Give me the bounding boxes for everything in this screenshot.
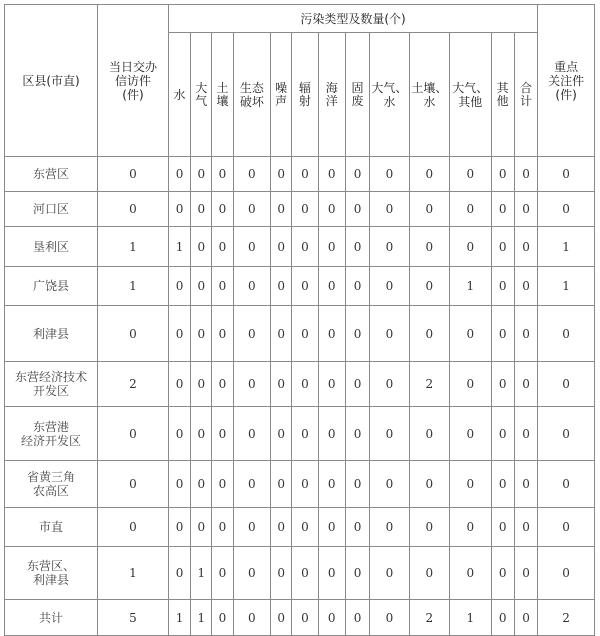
pollution-count-cell: 0 bbox=[345, 192, 369, 227]
pollution-count-cell: 0 bbox=[318, 157, 345, 192]
pollution-type-header: 水 bbox=[168, 33, 190, 157]
table-row bbox=[5, 461, 595, 508]
pollution-count-cell: 0 bbox=[491, 157, 514, 192]
pollution-count-cell: 0 bbox=[233, 461, 270, 508]
pollution-count-cell: 0 bbox=[212, 227, 233, 267]
key-cases-value: 1 bbox=[538, 267, 595, 306]
pollution-count-cell: 0 bbox=[271, 407, 292, 461]
pollution-count-cell: 2 bbox=[409, 362, 449, 407]
pollution-count-cell: 0 bbox=[514, 306, 537, 362]
pollution-count-cell: 0 bbox=[292, 407, 318, 461]
pollution-count-cell: 0 bbox=[233, 306, 270, 362]
pollution-count-cell: 0 bbox=[212, 157, 233, 192]
pollution-type-header: 其 他 bbox=[491, 33, 514, 157]
region-name: 东营经济技术 开发区 bbox=[5, 362, 98, 407]
pollution-count-cell: 0 bbox=[409, 157, 449, 192]
pollution-count-cell: 0 bbox=[345, 306, 369, 362]
daily-cases-value: 2 bbox=[98, 362, 169, 407]
pollution-count-cell: 0 bbox=[450, 306, 491, 362]
pollution-count-cell: 0 bbox=[168, 306, 190, 362]
pollution-count-cell: 0 bbox=[271, 306, 292, 362]
pollution-count-cell: 0 bbox=[370, 306, 409, 362]
pollution-count-cell: 0 bbox=[292, 600, 318, 636]
pollution-count-cell: 0 bbox=[212, 547, 233, 600]
region-name: 省黄三角 农高区 bbox=[5, 461, 98, 508]
pollution-count-cell: 0 bbox=[370, 600, 409, 636]
daily-cases-value: 0 bbox=[98, 407, 169, 461]
pollution-type-header: 大气、 其他 bbox=[450, 33, 491, 157]
pollution-count-cell: 0 bbox=[514, 362, 537, 407]
pollution-count-cell: 1 bbox=[450, 267, 491, 306]
pollution-count-cell: 0 bbox=[514, 600, 537, 636]
pollution-count-cell: 0 bbox=[168, 192, 190, 227]
pollution-count-cell: 0 bbox=[212, 600, 233, 636]
region-name: 市直 bbox=[5, 508, 98, 547]
pollution-count-cell: 0 bbox=[233, 508, 270, 547]
pollution-count-cell: 0 bbox=[409, 547, 449, 600]
pollution-type-header: 大气、 水 bbox=[370, 33, 409, 157]
pollution-count-cell: 0 bbox=[233, 227, 270, 267]
pollution-count-cell: 0 bbox=[292, 508, 318, 547]
key-cases-value: 0 bbox=[538, 547, 595, 600]
pollution-count-cell: 0 bbox=[233, 362, 270, 407]
pollution-type-header: 大 气 bbox=[191, 33, 212, 157]
table-row bbox=[5, 547, 595, 600]
pollution-count-cell: 0 bbox=[292, 227, 318, 267]
daily-cases-value: 1 bbox=[98, 227, 169, 267]
pollution-count-cell: 0 bbox=[292, 306, 318, 362]
pollution-count-cell: 0 bbox=[514, 157, 537, 192]
pollution-count-cell: 0 bbox=[345, 547, 369, 600]
pollution-count-cell: 0 bbox=[212, 407, 233, 461]
pollution-count-cell: 0 bbox=[318, 192, 345, 227]
pollution-count-cell: 0 bbox=[370, 547, 409, 600]
key-cases-value: 0 bbox=[538, 306, 595, 362]
key-cases-value: 0 bbox=[538, 407, 595, 461]
pollution-count-cell: 0 bbox=[450, 227, 491, 267]
pollution-count-cell: 0 bbox=[271, 157, 292, 192]
pollution-count-cell: 0 bbox=[450, 547, 491, 600]
pollution-count-cell: 0 bbox=[168, 362, 190, 407]
pollution-count-cell: 0 bbox=[292, 192, 318, 227]
pollution-count-cell: 2 bbox=[409, 600, 449, 636]
daily-cases-value: 5 bbox=[98, 600, 169, 636]
pollution-count-cell: 0 bbox=[491, 227, 514, 267]
pollution-count-cell: 0 bbox=[233, 157, 270, 192]
pollution-count-cell: 0 bbox=[409, 461, 449, 508]
pollution-count-cell: 0 bbox=[409, 267, 449, 306]
pollution-count-cell: 0 bbox=[191, 157, 212, 192]
pollution-count-cell: 0 bbox=[450, 461, 491, 508]
pollution-count-cell: 0 bbox=[370, 157, 409, 192]
daily-cases-value: 1 bbox=[98, 547, 169, 600]
pollution-type-header: 生态 破坏 bbox=[233, 33, 270, 157]
pollution-count-cell: 0 bbox=[191, 227, 212, 267]
pollution-count-cell: 0 bbox=[168, 547, 190, 600]
pollution-count-cell: 0 bbox=[514, 192, 537, 227]
pollution-count-cell: 0 bbox=[191, 407, 212, 461]
petition-statistics-table bbox=[4, 4, 595, 636]
table-row bbox=[5, 407, 595, 461]
pollution-count-cell: 0 bbox=[450, 407, 491, 461]
pollution-count-cell: 0 bbox=[271, 227, 292, 267]
table-row bbox=[5, 362, 595, 407]
daily-cases-header: 当日交办 信访件 (件) bbox=[98, 5, 169, 157]
pollution-count-cell: 0 bbox=[233, 407, 270, 461]
pollution-count-cell: 0 bbox=[212, 267, 233, 306]
pollution-count-cell: 0 bbox=[191, 508, 212, 547]
key-cases-value: 0 bbox=[538, 362, 595, 407]
pollution-count-cell: 0 bbox=[409, 306, 449, 362]
key-cases-value: 2 bbox=[538, 600, 595, 636]
pollution-count-cell: 0 bbox=[345, 600, 369, 636]
pollution-count-cell: 0 bbox=[318, 600, 345, 636]
pollution-count-cell: 0 bbox=[491, 508, 514, 547]
pollution-count-cell: 0 bbox=[233, 267, 270, 306]
pollution-count-cell: 0 bbox=[345, 461, 369, 508]
region-name: 东营区、 利津县 bbox=[5, 547, 98, 600]
key-cases-header: 重点 关注件 (件) bbox=[538, 5, 595, 157]
pollution-count-cell: 0 bbox=[318, 227, 345, 267]
pollution-count-cell: 1 bbox=[191, 600, 212, 636]
pollution-count-cell: 0 bbox=[491, 306, 514, 362]
pollution-count-cell: 0 bbox=[491, 362, 514, 407]
pollution-count-cell: 0 bbox=[292, 461, 318, 508]
pollution-count-cell: 0 bbox=[491, 461, 514, 508]
pollution-count-cell: 0 bbox=[370, 362, 409, 407]
pollution-type-group-header: 污染类型及数量(个) bbox=[168, 5, 537, 33]
pollution-count-cell: 0 bbox=[212, 362, 233, 407]
pollution-count-cell: 0 bbox=[345, 157, 369, 192]
pollution-count-cell: 0 bbox=[318, 508, 345, 547]
pollution-count-cell: 0 bbox=[212, 461, 233, 508]
pollution-count-cell: 0 bbox=[271, 362, 292, 407]
pollution-count-cell: 0 bbox=[450, 192, 491, 227]
region-name: 东营港 经济开发区 bbox=[5, 407, 98, 461]
key-cases-value: 0 bbox=[538, 461, 595, 508]
pollution-count-cell: 0 bbox=[370, 461, 409, 508]
header-row-top bbox=[5, 5, 595, 33]
pollution-count-cell: 0 bbox=[233, 547, 270, 600]
pollution-type-header: 固 废 bbox=[345, 33, 369, 157]
region-name: 广饶县 bbox=[5, 267, 98, 306]
pollution-count-cell: 0 bbox=[370, 227, 409, 267]
daily-cases-value: 0 bbox=[98, 306, 169, 362]
pollution-count-cell: 0 bbox=[233, 192, 270, 227]
pollution-count-cell: 0 bbox=[370, 192, 409, 227]
pollution-count-cell: 0 bbox=[271, 267, 292, 306]
pollution-type-header: 合 计 bbox=[514, 33, 537, 157]
key-cases-value: 0 bbox=[538, 508, 595, 547]
pollution-count-cell: 1 bbox=[168, 600, 190, 636]
key-cases-value: 0 bbox=[538, 192, 595, 227]
pollution-count-cell: 0 bbox=[212, 192, 233, 227]
table-row bbox=[5, 192, 595, 227]
daily-cases-value: 0 bbox=[98, 461, 169, 508]
table-row bbox=[5, 267, 595, 306]
daily-cases-value: 0 bbox=[98, 157, 169, 192]
region-name: 利津县 bbox=[5, 306, 98, 362]
pollution-count-cell: 0 bbox=[212, 508, 233, 547]
pollution-count-cell: 0 bbox=[514, 508, 537, 547]
table-row bbox=[5, 306, 595, 362]
pollution-count-cell: 0 bbox=[168, 407, 190, 461]
pollution-count-cell: 0 bbox=[491, 600, 514, 636]
pollution-type-header: 土壤、 水 bbox=[409, 33, 449, 157]
pollution-count-cell: 0 bbox=[450, 362, 491, 407]
region-name: 河口区 bbox=[5, 192, 98, 227]
pollution-count-cell: 0 bbox=[491, 267, 514, 306]
pollution-count-cell: 0 bbox=[370, 508, 409, 547]
key-cases-value: 1 bbox=[538, 227, 595, 267]
pollution-count-cell: 1 bbox=[450, 600, 491, 636]
pollution-count-cell: 0 bbox=[168, 267, 190, 306]
daily-cases-value: 0 bbox=[98, 508, 169, 547]
pollution-count-cell: 0 bbox=[271, 192, 292, 227]
pollution-type-header: 土 壤 bbox=[212, 33, 233, 157]
pollution-count-cell: 0 bbox=[345, 267, 369, 306]
pollution-count-cell: 0 bbox=[271, 600, 292, 636]
pollution-count-cell: 0 bbox=[271, 547, 292, 600]
pollution-count-cell: 0 bbox=[318, 547, 345, 600]
pollution-count-cell: 0 bbox=[292, 157, 318, 192]
pollution-count-cell: 0 bbox=[271, 508, 292, 547]
pollution-type-header: 辐 射 bbox=[292, 33, 318, 157]
table-row bbox=[5, 227, 595, 267]
daily-cases-value: 1 bbox=[98, 267, 169, 306]
pollution-count-cell: 0 bbox=[450, 157, 491, 192]
pollution-count-cell: 0 bbox=[212, 306, 233, 362]
pollution-count-cell: 0 bbox=[514, 267, 537, 306]
key-cases-value: 0 bbox=[538, 157, 595, 192]
region-name: 共计 bbox=[5, 600, 98, 636]
pollution-count-cell: 0 bbox=[318, 306, 345, 362]
pollution-count-cell: 0 bbox=[168, 157, 190, 192]
pollution-count-cell: 0 bbox=[191, 362, 212, 407]
pollution-count-cell: 0 bbox=[191, 461, 212, 508]
pollution-count-cell: 0 bbox=[345, 362, 369, 407]
pollution-count-cell: 0 bbox=[409, 407, 449, 461]
pollution-type-header: 噪 声 bbox=[271, 33, 292, 157]
region-name: 东营区 bbox=[5, 157, 98, 192]
pollution-count-cell: 0 bbox=[168, 508, 190, 547]
pollution-count-cell: 0 bbox=[450, 508, 491, 547]
pollution-count-cell: 0 bbox=[514, 461, 537, 508]
pollution-count-cell: 0 bbox=[318, 407, 345, 461]
table-row bbox=[5, 508, 595, 547]
pollution-count-cell: 0 bbox=[514, 407, 537, 461]
pollution-count-cell: 0 bbox=[370, 267, 409, 306]
pollution-count-cell: 0 bbox=[191, 267, 212, 306]
pollution-type-header: 海 洋 bbox=[318, 33, 345, 157]
pollution-count-cell: 0 bbox=[370, 407, 409, 461]
pollution-count-cell: 0 bbox=[345, 407, 369, 461]
pollution-count-cell: 0 bbox=[491, 547, 514, 600]
table-row bbox=[5, 157, 595, 192]
pollution-count-cell: 0 bbox=[491, 192, 514, 227]
pollution-count-cell: 0 bbox=[491, 407, 514, 461]
pollution-count-cell: 0 bbox=[514, 547, 537, 600]
pollution-count-cell: 0 bbox=[318, 362, 345, 407]
pollution-count-cell: 0 bbox=[233, 600, 270, 636]
pollution-count-cell: 1 bbox=[191, 547, 212, 600]
daily-cases-value: 0 bbox=[98, 192, 169, 227]
region-header: 区县(市直) bbox=[5, 5, 98, 157]
pollution-count-cell: 0 bbox=[345, 508, 369, 547]
pollution-count-cell: 0 bbox=[191, 192, 212, 227]
pollution-count-cell: 0 bbox=[292, 267, 318, 306]
pollution-count-cell: 0 bbox=[271, 461, 292, 508]
region-name: 垦利区 bbox=[5, 227, 98, 267]
pollution-count-cell: 0 bbox=[168, 461, 190, 508]
pollution-count-cell: 0 bbox=[409, 508, 449, 547]
pollution-count-cell: 1 bbox=[168, 227, 190, 267]
pollution-count-cell: 0 bbox=[345, 227, 369, 267]
table-body bbox=[5, 5, 595, 636]
pollution-count-cell: 0 bbox=[409, 192, 449, 227]
pollution-count-cell: 0 bbox=[292, 362, 318, 407]
pollution-count-cell: 0 bbox=[292, 547, 318, 600]
pollution-count-cell: 0 bbox=[191, 306, 212, 362]
pollution-count-cell: 0 bbox=[514, 227, 537, 267]
pollution-count-cell: 0 bbox=[318, 267, 345, 306]
pollution-count-cell: 0 bbox=[409, 227, 449, 267]
table-row bbox=[5, 600, 595, 636]
pollution-count-cell: 0 bbox=[318, 461, 345, 508]
